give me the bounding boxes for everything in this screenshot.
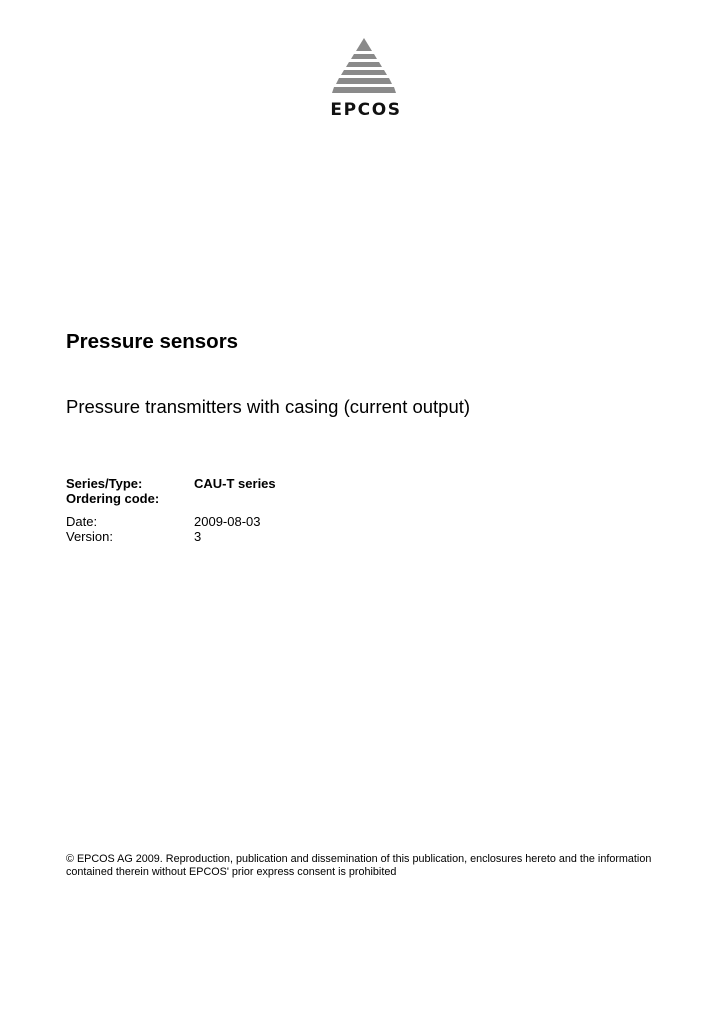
epcos-logo [320,36,412,126]
document-title: Pressure sensors [66,330,239,353]
series-type-label: Series/Type: [66,476,143,491]
document-subtitle: Pressure transmitters with casing (current output) [66,396,471,417]
version-label: Version: [66,529,113,544]
copyright-notice [66,853,651,879]
series-type-value: CAU-T series [194,476,276,491]
brand-name: EPCOS [330,100,402,120]
date-value: 2009-08-03 [194,514,261,529]
ordering-code-label: Ordering code: [66,491,160,506]
copyright-line-1: © EPCOS AG 2009. Reproduction, publication and dissemination of this publication, enclosures hereto and the information [66,853,652,865]
epcos-triangle-icon [332,38,396,100]
version-value: 3 [194,529,202,544]
date-label: Date: [66,514,98,529]
copyright-line-2: contained therein without EPCOS' prior express consent is prohibited [66,866,397,878]
